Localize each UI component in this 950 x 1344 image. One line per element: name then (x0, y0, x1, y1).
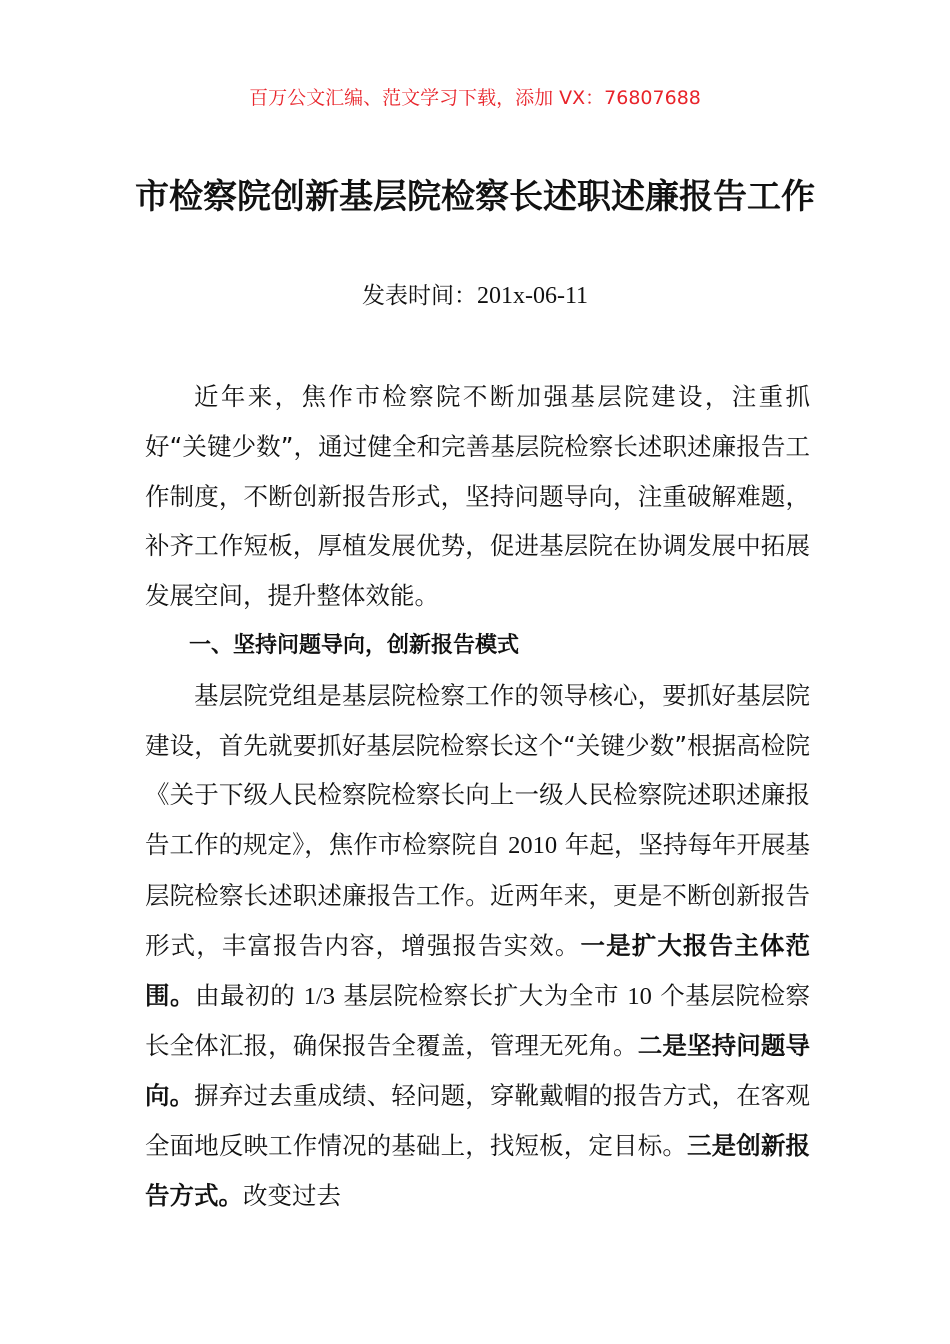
document-title: 市检察院创新基层院检察长述职述廉报告工作 (135, 177, 815, 217)
document-body (145, 372, 810, 1221)
intro-paragraph: 近年来，焦作市检察院不断加强基层院建设，注重抓好“关键少数”，通过健全和完善基层院检察长述职述廉报告工作制度，不断创新报告形式，坚持问题导向，注重破解难题，补齐工作短板，厚植发展优势，促进基层院在协调发展中拓展发展空间，提升整体效能。 (145, 382, 810, 611)
fraction-number: 1/3 (303, 982, 336, 1010)
text-segment: 基层院党组是基层院检察工作的领导核心，要抓好基层院建设，首先就要抓好基层院检察长这个“关键少数”根据高检院《关于下级人民检察院检察长向上一级人民检察院述职述廉报告工作的规定》，焦作市检察院自 (145, 680, 810, 860)
body-paragraph (145, 671, 810, 1221)
point-three-bold: 三是创新报告方式。 (145, 1130, 811, 1210)
text-segment: 年起，坚持每年开展基层院检察长述职述廉报告工作。近两年来，更是不断创新报告形式，丰富报告内容，增强报告实效。 (145, 830, 810, 960)
publish-date-line (0, 280, 950, 312)
publish-date-label: 发表时间： (361, 283, 477, 309)
section-heading: 一、坚持问题导向，创新报告模式 (189, 632, 520, 658)
point-one-bold: 一是扩大报告主体范围。 (145, 930, 811, 1010)
text-segment: 基层院检察长扩大为全市 (335, 980, 628, 1010)
count-number: 10 (627, 982, 652, 1010)
text-segment: 个基层院检察长全体汇报，确保报告全覆盖，管理无死角。 (145, 980, 811, 1061)
text-segment: 由最初的 (195, 980, 304, 1010)
watermark-banner: 百万公文汇编、范文学习下载，添加 VX：76807688 (249, 87, 701, 109)
publish-date-value: 201x-06-11 (476, 283, 589, 309)
text-segment: 摒弃过去重成绩、轻问题，穿靴戴帽的报告方式，在客观全面地反映工作情况的基础上，找短板，定目标。 (145, 1081, 811, 1160)
text-segment: 改变过去 (243, 1180, 341, 1210)
point-two-bold: 二是坚持问题导向。 (145, 1031, 811, 1111)
year-number: 2010 (508, 832, 558, 860)
